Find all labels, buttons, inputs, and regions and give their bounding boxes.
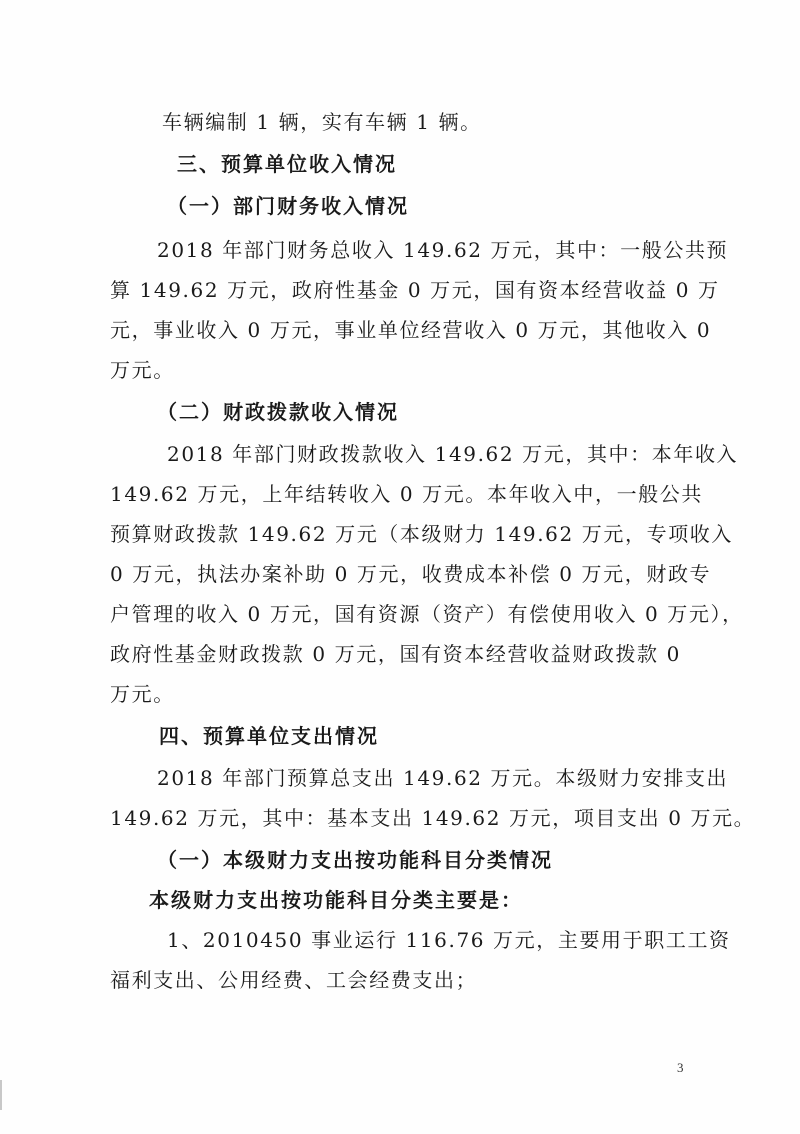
scan-edge-mark — [0, 1080, 2, 1110]
paragraph-line: 万元。 — [110, 682, 175, 706]
paragraph-line: 1、2010450 事业运行 116.76 万元，主要用于职工工资 — [167, 928, 731, 952]
paragraph-line: 福利支出、公用经费、工会经费支出； — [110, 968, 478, 992]
paragraph-line: 2018 年部门财政拨款收入 149.62 万元，其中：本年收入 — [167, 442, 739, 466]
paragraph-line: 元，事业收入 0 万元，事业单位经营收入 0 万元，其他收入 0 — [110, 318, 712, 342]
bold-paragraph-line: 本级财力支出按功能科目分类主要是： — [149, 888, 523, 912]
paragraph-line: 2018 年部门预算总支出 149.62 万元。本级财力安排支出 — [157, 766, 729, 790]
subsection-heading: （一）本级财力支出按功能科目分类情况 — [157, 848, 553, 872]
paragraph-line: 2018 年部门财务总收入 149.62 万元，其中：一般公共预 — [157, 238, 729, 262]
paragraph-line: 政府性基金财政拨款 0 万元，国有资本经营收益财政拨款 0 — [110, 642, 681, 666]
paragraph-line: 户管理的收入 0 万元，国有资源（资产）有偿使用收入 0 万元）， — [110, 602, 744, 626]
paragraph-line: 0 万元，执法办案补助 0 万元，收费成本补偿 0 万元，财政专 — [110, 562, 712, 586]
paragraph-line: 149.62 万元，其中：基本支出 149.62 万元，项目支出 0 万元。 — [110, 806, 756, 830]
subsection-heading: （一）部门财务收入情况 — [167, 194, 409, 218]
paragraph-line: 车辆编制 1 辆，实有车辆 1 辆。 — [162, 110, 482, 134]
paragraph-line: 149.62 万元，上年结转收入 0 万元。本年收入中，一般公共 — [110, 482, 703, 506]
paragraph-line: 预算财政拨款 149.62 万元（本级财力 149.62 万元，专项收入 — [110, 522, 733, 546]
subsection-heading: （二）财政拨款收入情况 — [157, 400, 399, 424]
paragraph-line: 万元。 — [110, 358, 175, 382]
section-heading: 三、预算单位收入情况 — [177, 152, 397, 176]
paragraph-line: 算 149.62 万元，政府性基金 0 万元，国有资本经营收益 0 万 — [110, 278, 720, 302]
page-number: 3 — [677, 1060, 684, 1075]
section-heading: 四、预算单位支出情况 — [159, 724, 379, 748]
